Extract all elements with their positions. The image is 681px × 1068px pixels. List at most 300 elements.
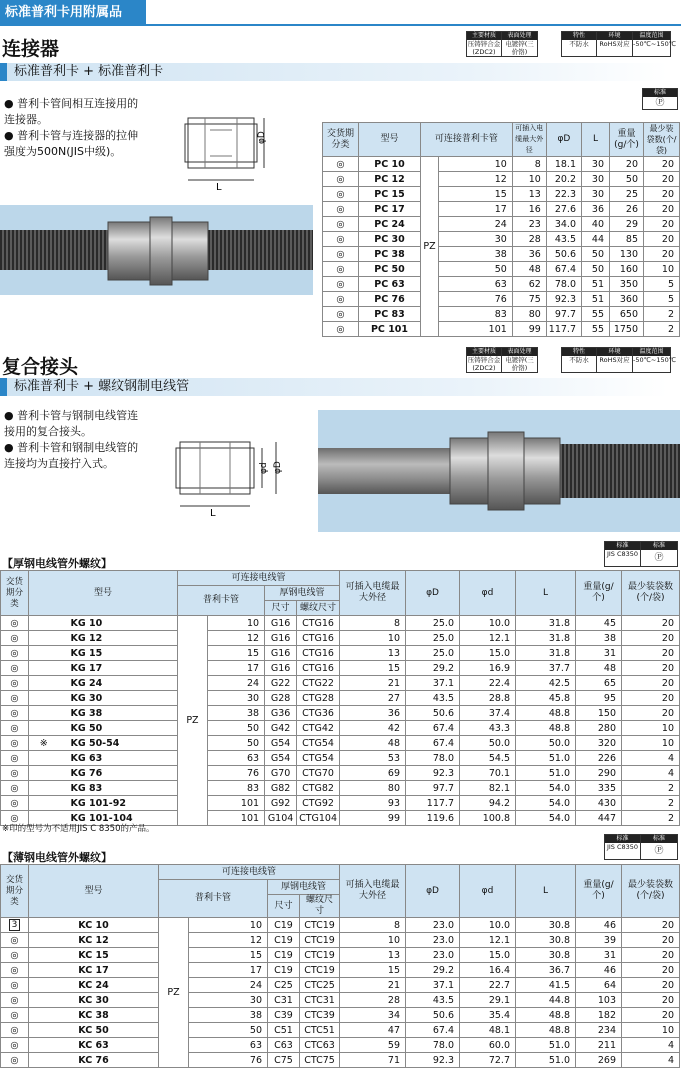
table-cell: KC 63	[29, 1038, 159, 1053]
table-cell: 30.8	[516, 948, 576, 963]
table-cell: 25.0	[406, 616, 460, 631]
table-cell: 30	[189, 993, 268, 1008]
table-cell: 21	[340, 978, 406, 993]
table-cell: 280	[576, 721, 622, 736]
table-cell: 10	[207, 616, 264, 631]
table-cell: 12.1	[460, 933, 516, 948]
table-cell: 48.1	[460, 1023, 516, 1038]
table-cell: ◎	[1, 676, 29, 691]
table-cell: 20	[622, 933, 680, 948]
table-cell: 51	[582, 292, 610, 307]
table-row	[1, 706, 680, 721]
table-cell: G42	[265, 721, 297, 736]
table-cell: 20	[644, 217, 680, 232]
table-cell: 30	[582, 157, 610, 172]
table-cell: 95	[576, 691, 622, 706]
col-header: 普利卡管	[159, 880, 268, 918]
table-row	[1, 676, 680, 691]
connector-photo	[0, 205, 313, 295]
table-cell: 350	[610, 277, 644, 292]
table-cell: G28	[265, 691, 297, 706]
table-cell: 51.0	[516, 1053, 576, 1068]
table-cell: 54.0	[516, 811, 576, 826]
table-cell: ◎	[1, 646, 29, 661]
thick-table-note: ※印的型号为不适用JIS C 8350的产品。	[2, 824, 155, 834]
table-cell: 10	[622, 736, 680, 751]
std-badge-jis: 标准 JIS C8350	[604, 541, 641, 567]
table-cell: ◎	[1, 1023, 29, 1038]
table-cell: 1750	[610, 322, 644, 337]
table-cell: C19	[268, 948, 300, 963]
table-row	[1, 751, 680, 766]
table-row	[1, 963, 680, 978]
table-cell: ◎	[1, 811, 29, 826]
col-header: L	[516, 865, 576, 918]
table-cell: PC 101	[359, 322, 421, 337]
table-cell: C25	[268, 978, 300, 993]
table-cell: CTC31	[300, 993, 340, 1008]
table-cell: 12.1	[460, 631, 516, 646]
table-cell: 101	[207, 811, 264, 826]
table-cell: 30	[582, 187, 610, 202]
table-cell: ◎	[1, 616, 29, 631]
table-cell: 76	[189, 1053, 268, 1068]
table-cell: 29.1	[460, 993, 516, 1008]
table-cell: 43.3	[460, 721, 516, 736]
table-cell: 31.8	[516, 646, 576, 661]
table-cell: KC 24	[29, 978, 159, 993]
table-cell: 93	[340, 796, 406, 811]
table-cell: 80	[512, 307, 546, 322]
col-header: 重量(g/个)	[576, 571, 622, 616]
thin-table-title: 【薄钢电线管外螺纹】	[2, 851, 112, 864]
col-header: 最少装袋数(个/袋)	[622, 571, 680, 616]
table-cell	[29, 691, 59, 706]
table-cell: 27.6	[546, 202, 581, 217]
table-cell: 226	[576, 751, 622, 766]
table-cell: 20.2	[546, 172, 581, 187]
table-cell: C19	[268, 933, 300, 948]
table-cell: 10.0	[460, 918, 516, 933]
table-cell: 64	[576, 978, 622, 993]
table-cell: 31.8	[516, 616, 576, 631]
col-header: 可连接电线管	[177, 571, 339, 586]
table-cell: PZ	[159, 918, 189, 1068]
connector-drawing	[180, 110, 275, 193]
badge-temperature: 温度范围 -50℃~150℃	[633, 31, 671, 57]
table-cell: CTC19	[300, 918, 340, 933]
table-cell: ◎	[1, 1008, 29, 1023]
table-cell: 25	[610, 187, 644, 202]
table-row	[1, 766, 680, 781]
table-row	[1, 781, 680, 796]
table-cell: 63	[439, 277, 513, 292]
table-cell: 42.5	[516, 676, 576, 691]
table-cell: 10	[644, 262, 680, 277]
table-cell: C75	[268, 1053, 300, 1068]
table-cell: 20	[644, 247, 680, 262]
table-cell: 15	[189, 948, 268, 963]
table-cell: 82.1	[460, 781, 516, 796]
table-cell: CTG104	[297, 811, 340, 826]
table-row	[1, 1038, 680, 1053]
table-cell: 320	[576, 736, 622, 751]
col-header: 普利卡管	[177, 586, 264, 616]
table-cell: 38	[207, 706, 264, 721]
table-cell: 67.4	[406, 1023, 460, 1038]
table-cell: ◎	[1, 736, 29, 751]
table-cell: G92	[265, 796, 297, 811]
table-cell: 16.9	[460, 661, 516, 676]
table-cell: CTG16	[297, 661, 340, 676]
table-cell: 48	[576, 661, 622, 676]
table-cell: 20	[644, 202, 680, 217]
col-header: 可插入电缆最大外径	[340, 571, 406, 616]
table-cell: ◎	[1, 796, 29, 811]
table-cell: 2	[622, 796, 680, 811]
table-cell: 20	[610, 157, 644, 172]
table-cell: 117.7	[406, 796, 460, 811]
thin-steel-spec-table	[0, 864, 680, 1068]
table-cell: ◎	[323, 277, 359, 292]
table-cell: KG 17	[59, 661, 178, 676]
table-cell: 50	[582, 262, 610, 277]
table-cell: 51.0	[516, 1038, 576, 1053]
table-cell: 46	[576, 963, 622, 978]
table-cell: 78.0	[406, 1038, 460, 1053]
table-cell: 15	[340, 963, 406, 978]
table-cell: CTG42	[297, 721, 340, 736]
table-cell: KC 12	[29, 933, 159, 948]
table-cell: 51.0	[516, 751, 576, 766]
table-row	[323, 172, 680, 187]
table-row	[323, 322, 680, 337]
table-cell: 20	[622, 993, 680, 1008]
table-cell: 20	[622, 616, 680, 631]
table-cell: 30.8	[516, 918, 576, 933]
table-cell: 55	[582, 322, 610, 337]
table-cell: 94.2	[460, 796, 516, 811]
composite-joint-drawing	[172, 432, 290, 520]
table-cell: 67.4	[406, 721, 460, 736]
table-cell: KG 63	[59, 751, 178, 766]
table-cell: 10	[189, 918, 268, 933]
table-cell: 44	[582, 232, 610, 247]
table-cell: 51.0	[516, 766, 576, 781]
table-cell	[29, 646, 59, 661]
table-cell: 69	[340, 766, 406, 781]
table-row	[323, 292, 680, 307]
table-cell: ◎	[323, 187, 359, 202]
table-cell: 70.1	[460, 766, 516, 781]
table-cell: 50.0	[460, 736, 516, 751]
std-badge-p: 标准 Ⓟ	[641, 834, 678, 860]
table-cell: 160	[610, 262, 644, 277]
table-cell: 150	[576, 706, 622, 721]
col-header: 最少装袋数(个/袋)	[644, 123, 680, 157]
table-cell: ◎	[1, 691, 29, 706]
table-cell: G36	[265, 706, 297, 721]
table-cell: 31	[576, 646, 622, 661]
table-cell: 10	[622, 1023, 680, 1038]
section2-title: 复合接头	[2, 356, 79, 378]
table-row	[1, 993, 680, 1008]
table-cell: 360	[610, 292, 644, 307]
table-cell: 54.0	[516, 796, 576, 811]
table-cell: ◎	[323, 307, 359, 322]
table-cell: 43.5	[546, 232, 581, 247]
table-row	[323, 247, 680, 262]
table-cell: 13	[340, 948, 406, 963]
badge-material: 主要材质 压铸锌合金(ZDC2)	[467, 348, 501, 372]
table-cell: 97.7	[546, 307, 581, 322]
std-badge-jis: 标准 JIS C8350	[604, 834, 641, 860]
table-cell: 29.2	[406, 661, 460, 676]
table-cell: 30	[582, 172, 610, 187]
table-cell: KG 101-104	[59, 811, 178, 826]
table-cell: C19	[268, 918, 300, 933]
table-cell: 48	[340, 736, 406, 751]
table-cell: ◎	[323, 262, 359, 277]
table-cell: 83	[207, 781, 264, 796]
col-header: 可连接电线管	[159, 865, 340, 880]
table-row	[1, 646, 680, 661]
table-cell: ◎	[1, 993, 29, 1008]
table-cell: 13	[340, 646, 406, 661]
table-cell: CTG54	[297, 751, 340, 766]
table-cell: 119.6	[406, 811, 460, 826]
table-cell: 2	[622, 811, 680, 826]
table-cell: 75	[512, 292, 546, 307]
table-cell: ◎	[1, 751, 29, 766]
table-cell: 53	[340, 751, 406, 766]
table-cell: 38	[189, 1008, 268, 1023]
badge-material: 主要材质 压铸锌合金(ZDC2)	[467, 32, 501, 56]
table-row	[323, 307, 680, 322]
table-cell: 36.7	[516, 963, 576, 978]
thick-steel-spec-table	[0, 570, 680, 826]
table-cell: 5	[644, 277, 680, 292]
table-cell: 50	[439, 262, 513, 277]
table-cell: CTG16	[297, 631, 340, 646]
table-cell: PC 24	[359, 217, 421, 232]
table-cell: 62	[512, 277, 546, 292]
table-cell: G16	[265, 646, 297, 661]
table-row	[1, 721, 680, 736]
table-cell: 17	[439, 202, 513, 217]
table-cell: ◎	[323, 322, 359, 337]
table-cell: G104	[265, 811, 297, 826]
table-cell: KC 10	[29, 918, 159, 933]
table-cell: KC 15	[29, 948, 159, 963]
table-cell: 21	[340, 676, 406, 691]
table-cell: 650	[610, 307, 644, 322]
table-cell: ◎	[1, 661, 29, 676]
std-badge-p: 标准 Ⓟ	[642, 88, 678, 110]
table-cell: C31	[268, 993, 300, 1008]
table-cell: 45.8	[516, 691, 576, 706]
bullet: ● 普利卡管与连接器的拉伸强度为500N(JIS中级)。	[4, 129, 139, 158]
table-cell: 48.8	[516, 1008, 576, 1023]
table-cell: 44.8	[516, 993, 576, 1008]
table-cell: 48.8	[516, 1023, 576, 1038]
table-cell: PC 50	[359, 262, 421, 277]
col-header: L	[516, 571, 576, 616]
table-cell: 16	[512, 202, 546, 217]
table-cell: CTC25	[300, 978, 340, 993]
table-cell	[29, 676, 59, 691]
table-cell: 50	[207, 736, 264, 751]
table-cell: 72.7	[460, 1053, 516, 1068]
table-cell: 22.7	[460, 978, 516, 993]
badge-temperature: 温度范围 -50℃~150℃	[633, 347, 671, 373]
section2-bullets	[4, 408, 144, 472]
table-cell: 34	[340, 1008, 406, 1023]
table-cell: 15	[439, 187, 513, 202]
table-cell: 63	[189, 1038, 268, 1053]
table-cell: KG 24	[59, 676, 178, 691]
table-cell: CTC75	[300, 1053, 340, 1068]
table-cell: KG 30	[59, 691, 178, 706]
table-cell: ◎	[1, 1038, 29, 1053]
table-cell: 65	[576, 676, 622, 691]
table-cell: 35.4	[460, 1008, 516, 1023]
table-cell: 20	[644, 232, 680, 247]
table-cell: 37.7	[516, 661, 576, 676]
table-cell: 5	[644, 292, 680, 307]
table-cell: 50.6	[406, 706, 460, 721]
table-cell: 50.6	[406, 1008, 460, 1023]
table-cell: PC 10	[359, 157, 421, 172]
bullet: ● 普利卡管与钢制电线管连接用的复合接头。	[4, 409, 139, 438]
table-row	[323, 202, 680, 217]
table-cell: 15	[340, 661, 406, 676]
table-cell: 92.3	[406, 1053, 460, 1068]
table-cell: 43.5	[406, 691, 460, 706]
table-cell: KC 30	[29, 993, 159, 1008]
table-cell: 60.0	[460, 1038, 516, 1053]
table-cell: 8	[340, 616, 406, 631]
table-cell: CTC19	[300, 933, 340, 948]
table-cell: 76	[207, 766, 264, 781]
table-row	[1, 1008, 680, 1023]
dim-L-label: L	[216, 182, 222, 193]
table-cell: 50	[610, 172, 644, 187]
table-cell: G22	[265, 676, 297, 691]
table-cell	[29, 661, 59, 676]
table-cell: KG 12	[59, 631, 178, 646]
table-cell: 24	[189, 978, 268, 993]
section1-title: 连接器	[2, 38, 60, 60]
table-cell: ◎	[323, 232, 359, 247]
table-cell: KC 76	[29, 1053, 159, 1068]
table-cell: PC 38	[359, 247, 421, 262]
table-cell: 335	[576, 781, 622, 796]
table-cell: 103	[576, 993, 622, 1008]
table-cell: 18.1	[546, 157, 581, 172]
table-cell: CTG54	[297, 736, 340, 751]
badge-environment: 环境 RoHS对应	[597, 347, 633, 373]
table-cell: 20	[644, 187, 680, 202]
table-cell: 30	[439, 232, 513, 247]
table-cell: CTG70	[297, 766, 340, 781]
table-cell: 78.0	[546, 277, 581, 292]
dim-d-label: φd	[259, 462, 269, 474]
table-cell: 29	[610, 217, 644, 232]
table-cell: ◎	[323, 157, 359, 172]
table-cell: 430	[576, 796, 622, 811]
table-cell: ◎	[1, 766, 29, 781]
table-cell: 12	[207, 631, 264, 646]
table-cell: ◎	[323, 247, 359, 262]
table-cell: 97.7	[406, 781, 460, 796]
table-cell: 23.0	[406, 948, 460, 963]
badge-surface: 表面处理 电镀锌(三价铬)	[502, 31, 538, 57]
table-cell: 101	[207, 796, 264, 811]
table-cell	[29, 706, 59, 721]
table-cell: KG 76	[59, 766, 178, 781]
table-cell: 24	[207, 676, 264, 691]
col-header: 可插入电缆最大外径	[512, 123, 546, 157]
table-cell: 80	[340, 781, 406, 796]
col-header: 尺寸	[268, 895, 300, 918]
table-cell: 13	[512, 187, 546, 202]
table-cell: CTG28	[297, 691, 340, 706]
table-cell: 37.1	[406, 978, 460, 993]
table-row	[1, 796, 680, 811]
table-cell: 31	[576, 948, 622, 963]
table-cell: 71	[340, 1053, 406, 1068]
table-cell: 12	[439, 172, 513, 187]
col-header: 型号	[359, 123, 421, 157]
table-cell: ◎	[1, 948, 29, 963]
table-cell: 59	[340, 1038, 406, 1053]
table-row	[323, 217, 680, 232]
thick-std-badges	[604, 541, 678, 567]
table-cell: 10	[340, 933, 406, 948]
table-cell: 4	[622, 766, 680, 781]
table-cell: CTC51	[300, 1023, 340, 1038]
table-cell: PZ	[421, 157, 439, 337]
table-cell: 290	[576, 766, 622, 781]
table-cell: 28	[512, 232, 546, 247]
table-cell: 22.4	[460, 676, 516, 691]
table-cell	[29, 766, 59, 781]
table-cell	[29, 721, 59, 736]
table-cell: 20	[622, 691, 680, 706]
table-cell: 48.8	[516, 706, 576, 721]
table-cell: 39	[576, 933, 622, 948]
connector-spec-table	[322, 122, 680, 337]
table-row	[1, 661, 680, 676]
table-row	[1, 616, 680, 631]
thick-table-title: 【厚钢电线管外螺纹】	[2, 557, 112, 570]
table-cell: 117.7	[546, 322, 581, 337]
table-cell: 31.8	[516, 631, 576, 646]
table-cell: 47	[340, 1023, 406, 1038]
table-cell: C63	[268, 1038, 300, 1053]
col-header: 螺纹尺寸	[300, 895, 340, 918]
table-cell: 10.0	[460, 616, 516, 631]
table-cell: C51	[268, 1023, 300, 1038]
table-cell: 38	[439, 247, 513, 262]
table-cell: 20	[622, 631, 680, 646]
table-cell: 83	[439, 307, 513, 322]
table-cell: 15.0	[460, 646, 516, 661]
col-header: 交货期分类	[323, 123, 359, 157]
table-cell: 20	[622, 948, 680, 963]
table-cell: PC 83	[359, 307, 421, 322]
